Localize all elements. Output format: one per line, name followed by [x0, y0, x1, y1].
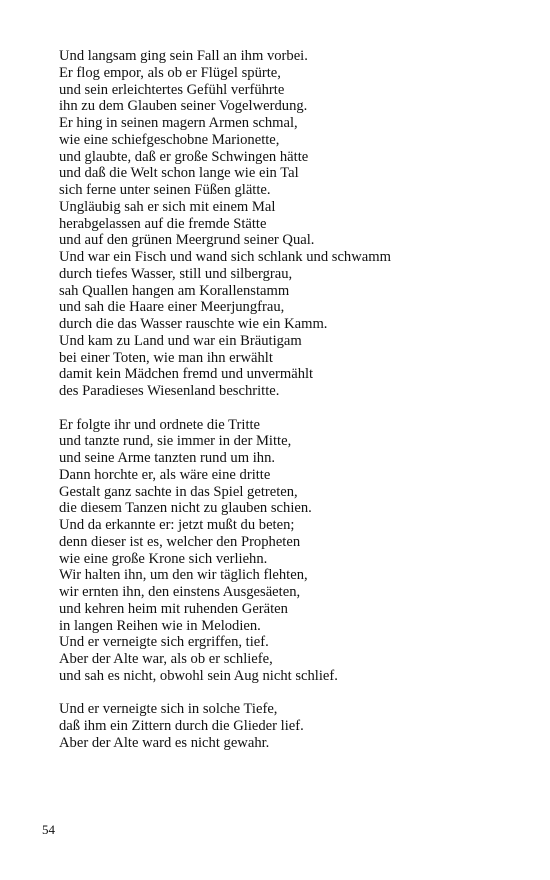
poem-line: Aber der Alte war, als ob er schliefe,: [59, 651, 273, 667]
poem-line: herabgelassen auf die fremde Stätte: [59, 215, 267, 232]
poem-stanza: [59, 701, 529, 751]
poem-line: Und er verneigte sich in solche Tiefe,: [59, 701, 278, 718]
poem-line: Dann horchte er, als wäre eine dritte: [59, 466, 271, 483]
poem-line: Ungläubig sah er sich mit einem Mal: [59, 198, 276, 215]
poem-line: Und kam zu Land und war ein Bräutigam: [59, 332, 302, 349]
poem-line: und sein erleichtertes Gefühl verführte: [59, 81, 285, 98]
poem-line: sich ferne unter seinen Füßen glätte.: [59, 182, 271, 198]
poem-line: durch die das Wasser rauschte wie ein Kamm.: [59, 316, 328, 332]
poem-line: Wir halten ihn, um den wir täglich flehten,: [59, 567, 308, 584]
poem-line: sah Quallen hangen am Korallenstamm: [59, 282, 290, 299]
poem-line: und seine Arme tanzten rund um ihn.: [59, 450, 276, 466]
poem-line: Und war ein Fisch und wand sich schlank und schwamm: [59, 249, 391, 265]
poem-line: wie eine große Krone sich verliehn.: [59, 550, 268, 567]
page-number: 54: [42, 822, 55, 837]
poem-line: bei einer Toten, wie man ihn erwählt: [59, 349, 273, 366]
poem-line: daß ihm ein Zittern durch die Glieder lief.: [59, 718, 304, 734]
poem-line: die diesem Tanzen nicht zu glauben schien.: [59, 500, 312, 517]
poem-line: wie eine schiefgeschobne Marionette,: [59, 131, 280, 148]
poem-line: Er flog empor, als ob er Flügel spürte,: [59, 64, 281, 81]
poem-line: ihn zu dem Glauben seiner Vogelwerdung.: [59, 98, 308, 115]
poem-line: Und da erkannte er: jetzt mußt du beten;: [59, 517, 295, 533]
poem-line: Er hing in seinen magern Armen schmal,: [59, 115, 298, 131]
poem-line: Er folgte ihr und ordnete die Tritte: [59, 416, 261, 433]
poem-stanza: [59, 48, 529, 400]
poem-line: Aber der Alte ward es nicht gewahr.: [59, 734, 270, 751]
poem-line: und kehren heim mit ruhenden Geräten: [59, 600, 288, 617]
poem-line: und daß die Welt schon lange wie ein Tal: [59, 165, 299, 182]
poem-line: Gestalt ganz sachte in das Spiel getreten,: [59, 483, 298, 500]
poem-line: durch tiefes Wasser, still und silbergrau,: [59, 265, 293, 282]
poem-stanza: [59, 417, 529, 685]
poem-line: damit kein Mädchen fremd und unvermählt: [59, 366, 314, 383]
poem-line: in langen Reihen wie in Melodien.: [59, 617, 261, 634]
poem-body: [59, 48, 529, 752]
poem-line: des Paradieses Wiesenland beschritte.: [59, 383, 280, 399]
poem-line: und sah die Haare einer Meerjungfrau,: [59, 299, 285, 316]
poem-line: wir ernten ihn, den einstens Ausgesäeten,: [59, 584, 301, 600]
poem-line: denn dieser ist es, welcher den Propheten: [59, 533, 301, 550]
poem-line: Und langsam ging sein Fall an ihm vorbei.: [59, 48, 308, 64]
poem-line: und tanzte rund, sie immer in der Mitte,: [59, 433, 292, 450]
poem-line: und sah es nicht, obwohl sein Aug nicht schlief.: [59, 667, 338, 684]
poem-line: Und er verneigte sich ergriffen, tief.: [59, 634, 269, 651]
poem-line: und auf den grünen Meergrund seiner Qual.: [59, 232, 315, 249]
poem-line: und glaubte, daß er große Schwingen hätte: [59, 148, 309, 165]
